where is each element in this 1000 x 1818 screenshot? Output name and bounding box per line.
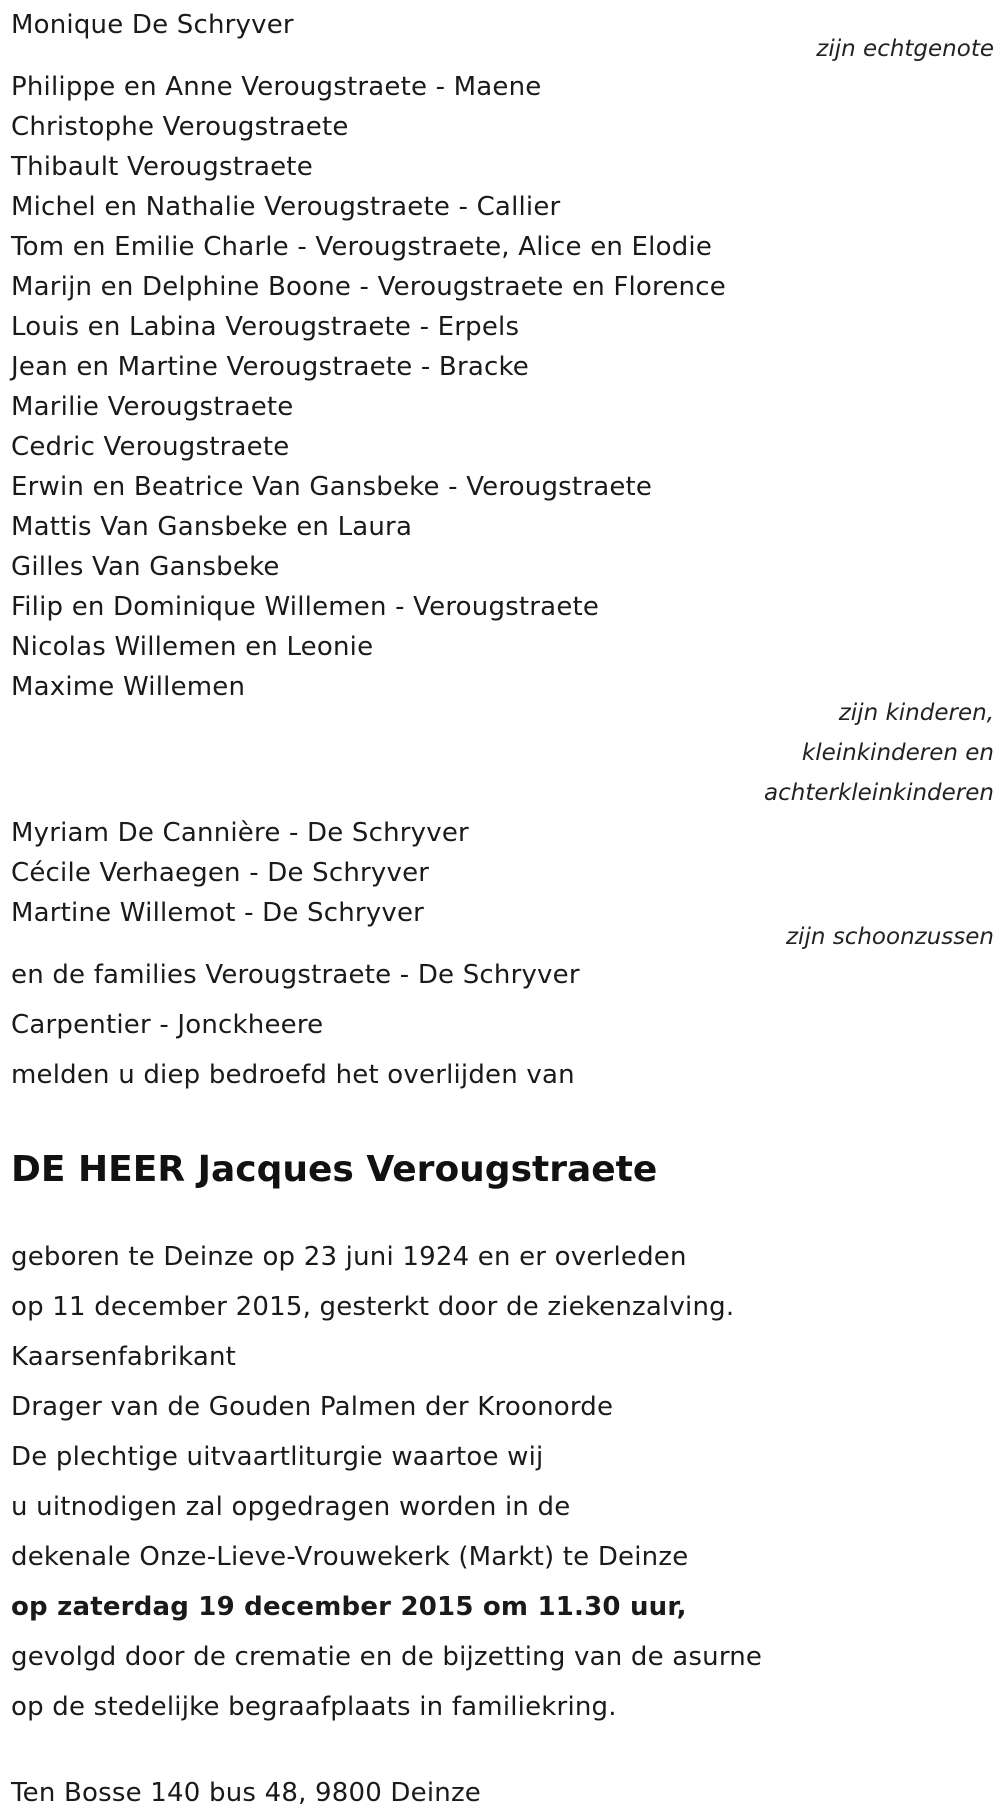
detail-line: u uitnodigen zal opgedragen worden in de xyxy=(11,1492,571,1522)
detail-line: op 11 december 2015, gesterkt door de ziekenzalving. xyxy=(11,1292,735,1322)
profession: Kaarsenfabrikant xyxy=(11,1342,237,1372)
spouse-name: Monique De Schryver xyxy=(11,10,294,40)
child-name: Mattis Van Gansbeke en Laura xyxy=(11,512,413,542)
child-name: Philippe en Anne Verougstraete - Maene xyxy=(11,72,542,102)
detail-line: dekenale Onze-Lieve-Vrouwekerk (Markt) te Deinze xyxy=(11,1542,689,1572)
child-name: Tom en Emilie Charle - Verougstraete, Alice en Elodie xyxy=(11,232,713,262)
in-law-name: Cécile Verhaegen - De Schryver xyxy=(11,858,430,888)
honor: Drager van de Gouden Palmen der Kroonorde xyxy=(11,1392,614,1422)
funeral-date: op zaterdag 19 december 2015 om 11.30 uur, xyxy=(11,1592,687,1622)
child-name: Gilles Van Gansbeke xyxy=(11,552,280,582)
address: Ten Bosse 140 bus 48, 9800 Deinze xyxy=(11,1778,481,1808)
in-law-name: Myriam De Cannière - De Schryver xyxy=(11,818,469,848)
child-name: Thibault Verougstraete xyxy=(11,152,313,182)
child-name: Filip en Dominique Willemen - Verougstraete xyxy=(11,592,600,622)
child-name: Marilie Verougstraete xyxy=(11,392,294,422)
families-line: Carpentier - Jonckheere xyxy=(11,1010,324,1040)
detail-line: De plechtige uitvaartliturgie waartoe wij xyxy=(11,1442,544,1472)
families-line: en de families Verougstraete - De Schryver xyxy=(11,960,580,990)
child-name: Christophe Verougstraete xyxy=(11,112,349,142)
detail-line: gevolgd door de crematie en de bijzetting van de asurne xyxy=(11,1642,763,1672)
child-name: Louis en Labina Verougstraete - Erpels xyxy=(11,312,520,342)
children-role-line: kleinkinderen en xyxy=(801,740,994,766)
detail-line: op de stedelijke begraafplaats in familiekring. xyxy=(11,1692,617,1722)
announcement-line: melden u diep bedroefd het overlijden van xyxy=(11,1060,575,1090)
in-law-name: Martine Willemot - De Schryver xyxy=(11,898,425,928)
children-role-line: achterkleinkinderen xyxy=(764,780,994,806)
spouse-role: zijn echtgenote xyxy=(816,36,994,62)
detail-line: geboren te Deinze op 23 juni 1924 en er overleden xyxy=(11,1242,687,1272)
child-name: Maxime Willemen xyxy=(11,672,246,702)
deceased-name: DE HEER Jacques Verougstraete xyxy=(11,1149,658,1190)
child-name: Jean en Martine Verougstraete - Bracke xyxy=(11,352,530,382)
child-name: Nicolas Willemen en Leonie xyxy=(11,632,374,662)
child-name: Cedric Verougstraete xyxy=(11,432,290,462)
child-name: Marijn en Delphine Boone - Verougstraete en Florence xyxy=(11,272,726,302)
in-laws-role: zijn schoonzussen xyxy=(785,924,994,950)
child-name: Erwin en Beatrice Van Gansbeke - Verougstraete xyxy=(11,472,653,502)
child-name: Michel en Nathalie Verougstraete - Callier xyxy=(11,192,561,222)
children-role-line: zijn kinderen, xyxy=(838,700,994,726)
